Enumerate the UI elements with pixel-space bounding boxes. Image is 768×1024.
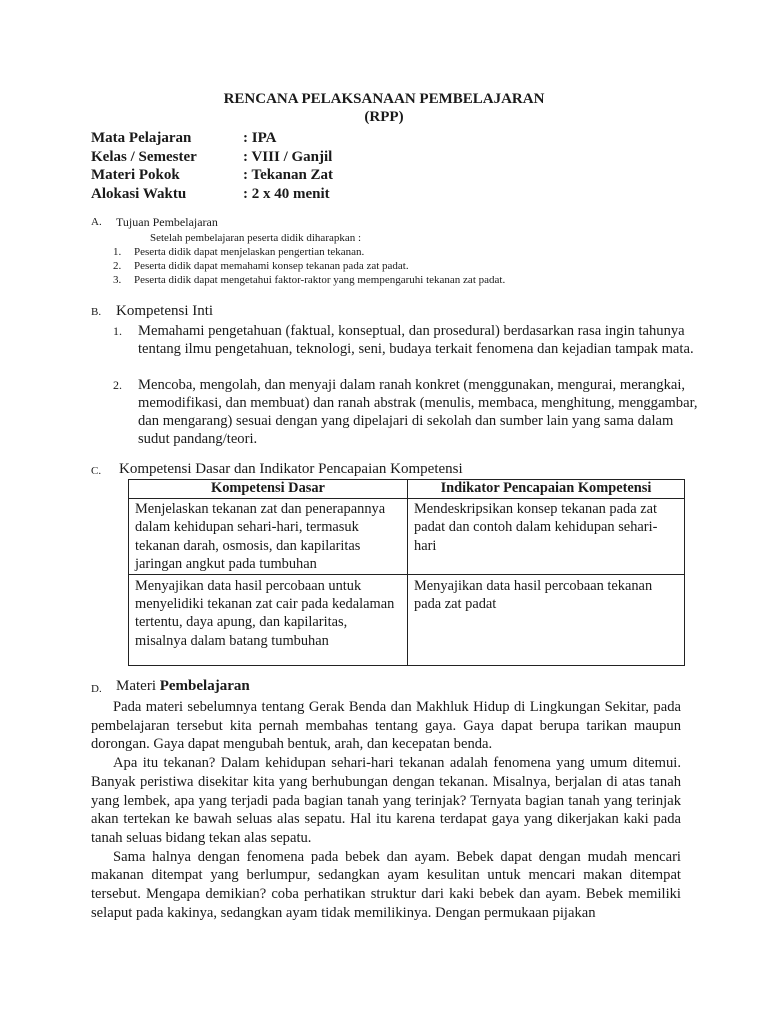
meta-row-subject bbox=[91, 130, 491, 149]
document-title: RENCANA PELAKSANAAN PEMBELAJARAN bbox=[223, 91, 545, 107]
table-row bbox=[129, 574, 685, 665]
meta-row-class bbox=[91, 149, 491, 168]
list-number: 1. bbox=[113, 324, 122, 338]
table-cell: Menyajikan data hasil percobaan untuk menyelidiki tekanan zat cair pada kedalaman tertentu, daya apung, dan kapilaritas, misalnya dalam batang tumbuhan bbox=[129, 574, 408, 665]
table-header: Indikator Pencapaian Kompetensi bbox=[408, 480, 685, 499]
list-item: Peserta didik dapat mengetahui faktor-raktor yang mempengaruhi tekanan zat padat. bbox=[134, 274, 506, 286]
list-number: 3. bbox=[113, 274, 122, 286]
meta-value: : IPA bbox=[243, 130, 277, 146]
document-subtitle: (RPP) bbox=[364, 109, 404, 125]
materi-text bbox=[91, 698, 681, 922]
section-title: Kompetensi Dasar dan Indikator Pencapaian Kompetensi bbox=[119, 461, 463, 477]
section-title bbox=[116, 678, 250, 695]
list-item: Peserta didik dapat menjelaskan pengertian tekanan. bbox=[134, 246, 365, 258]
section-title-part: Pembelajaran bbox=[159, 678, 250, 694]
list-number: 2. bbox=[113, 378, 122, 392]
meta-key: Alokasi Waktu bbox=[91, 185, 187, 202]
meta-key: Materi Pokok bbox=[91, 167, 180, 183]
list-item: Peserta didik dapat memahami konsep tekanan pada zat padat. bbox=[134, 260, 409, 272]
section-letter: B. bbox=[91, 306, 102, 318]
list-number: 1. bbox=[113, 246, 122, 258]
section-intro: Setelah pembelajaran peserta didik diharapkan : bbox=[150, 232, 362, 244]
paragraph: Apa itu tekanan? Dalam kehidupan sehari-hari tekanan adalah fenomena yang umum ditemui. Banyak peristiwa disekitar kita yang berhubungan dengan tekanan. Misalnya, berjalan di atas tanah yang lembek, apa yang terjadi pada bagian tanah yang terinjak? Ternyata bagian tanah yang terinjak akan tertekan ke bawah seluas alas sepatu. Hal itu karena terdapat gaya yang dikerjakan kaki pada tanah seluas bidang tekan alas sepatu. bbox=[91, 755, 681, 846]
section-letter: A. bbox=[91, 216, 102, 228]
list-item: Mencoba, mengolah, dan menyaji dalam ranah konkret (menggunakan, mengurai, merangkai, memodifikasi, dan membuat) dan ranah abstrak (menulis, membaca, menghitung, menggambar, dan mengarang) sesuai dengan yang dipelajari di sekolah dan sumber lain yang sama dalam sudut pandang/teori. bbox=[138, 377, 698, 447]
meta-row-topic bbox=[91, 167, 491, 186]
meta-key: Kelas / Semester bbox=[91, 148, 197, 165]
meta-info bbox=[91, 130, 491, 204]
list-item: Memahami pengetahuan (faktual, konseptual, dan prosedural) berdasarkan rasa ingin tahunya tentang ilmu pengetahuan, teknologi, seni, budaya terkait fenomena dan kejadian tampak mata. bbox=[138, 323, 694, 357]
meta-value: : 2 x 40 menit bbox=[243, 185, 330, 202]
table-row bbox=[129, 499, 685, 575]
paragraph: Pada materi sebelumnya tentang Gerak Benda dan Makhluk Hidup di Lingkungan Sekitar, pada pembelajaran tersebut kita pernah membahas tentang gaya. Gaya dapat berupa tarikan maupun dorongan. Gaya dapat mengubah bentuk, arah, dan kecepatan benda. bbox=[91, 699, 681, 753]
table-cell: Menyajikan data hasil percobaan tekanan pada zat padat bbox=[408, 574, 685, 665]
table-cell: Mendeskripsikan konsep tekanan pada zat padat dan contoh dalam kehidupan sehari-hari bbox=[408, 499, 685, 575]
section-letter: D. bbox=[91, 683, 102, 695]
table-cell: Menjelaskan tekanan zat dan penerapannya dalam kehidupan sehari-hari, termasuk tekanan darah, osmosis, dan kapilaritas jaringan angkut pada tumbuhan bbox=[129, 499, 408, 575]
meta-key: Mata Pelajaran bbox=[91, 130, 192, 146]
section-title-part: Materi bbox=[116, 678, 156, 694]
section-letter: C. bbox=[91, 465, 102, 477]
list-number: 2. bbox=[113, 260, 122, 272]
paragraph: Sama halnya dengan fenomena pada bebek dan ayam. Bebek dapat dengan mudah mencari makanan ditempat yang berlumpur, sedangkan ayam kesulitan untuk mencari makan ditempat tersebut. Mengapa demikian? coba perhatikan struktur dari kaki bebek dan ayam. Bebek memiliki selaput pada kakinya, sedangkan ayam tidak memilikinya. Dengan permukaan pijakan bbox=[91, 848, 681, 921]
table-header-row bbox=[129, 480, 685, 499]
section-title: Tujuan Pembelajaran bbox=[116, 215, 218, 229]
meta-row-time bbox=[91, 186, 491, 205]
table-header: Kompetensi Dasar bbox=[129, 480, 408, 499]
meta-value: : VIII / Ganjil bbox=[243, 148, 333, 165]
section-title: Kompetensi Inti bbox=[116, 303, 214, 319]
meta-value: : Tekanan Zat bbox=[243, 167, 334, 183]
competency-table bbox=[128, 479, 685, 666]
